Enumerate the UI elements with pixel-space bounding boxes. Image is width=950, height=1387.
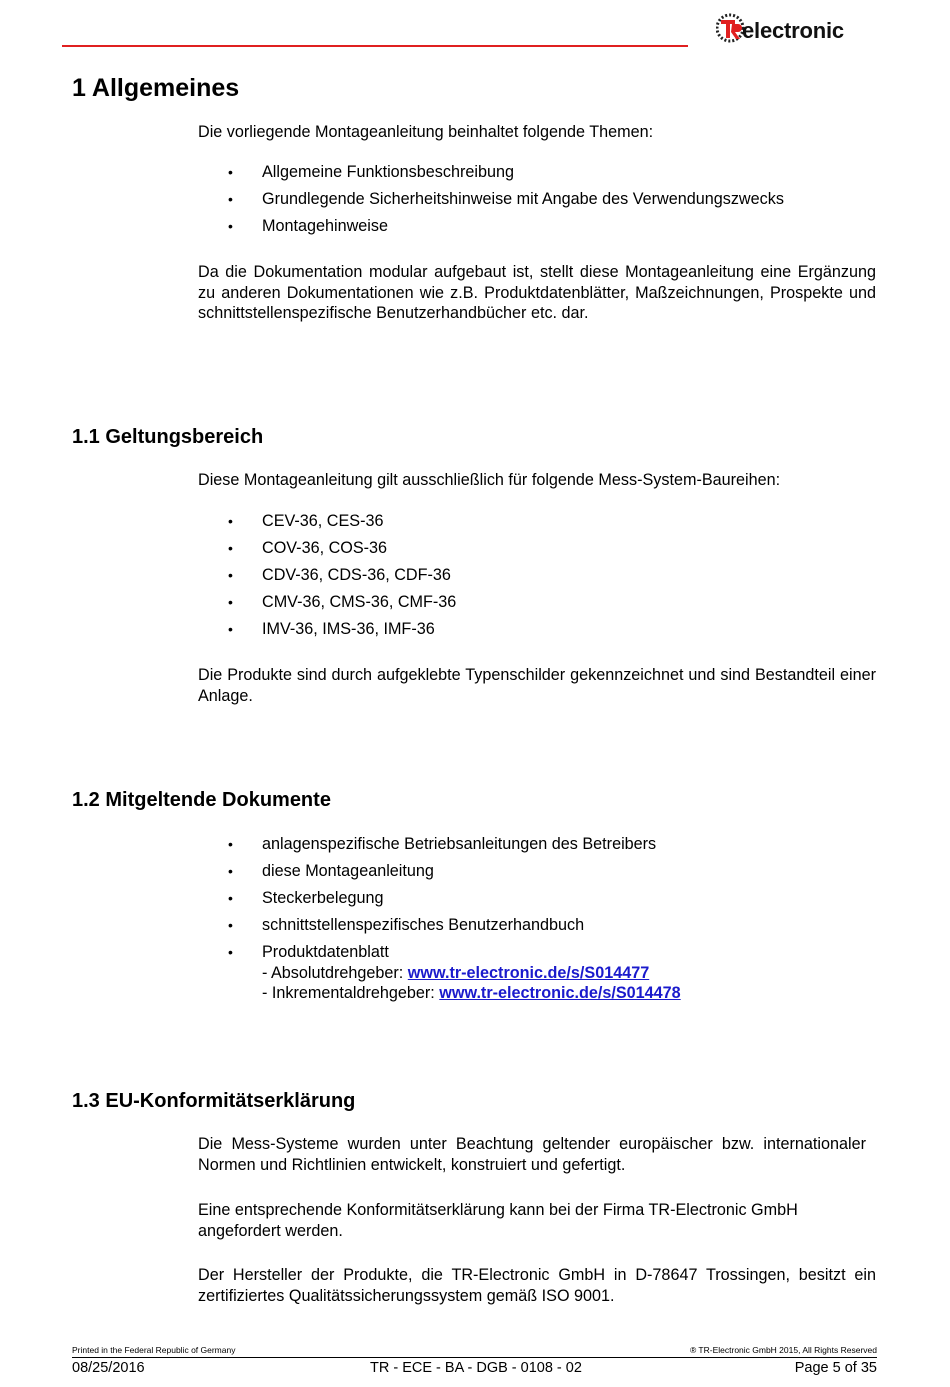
section-title-geltungsbereich: 1.1 Geltungsbereich (72, 426, 264, 448)
section1-1-intro: Diese Montageanleitung gilt ausschließlich für folgende Mess-System-Baureihen: (198, 471, 781, 489)
footer-date: 08/25/2016 (72, 1360, 145, 1376)
related-documents-list (228, 834, 868, 1004)
list-item-datasheet (228, 942, 868, 1004)
absolute-encoder-line (262, 963, 868, 984)
list-item: • CEV-36, CES-36 (228, 511, 868, 538)
footer-document-id: TR - ECE - BA - DGB - 0108 - 02 (370, 1360, 582, 1376)
product-series-list (228, 511, 868, 646)
conformity-paragraph-1: Die Mess-Systeme wurden unter Beachtung geltender europäischer bzw. internationaler Normen und Richtlinien entwickelt, konstruiert und gefertigt. (198, 1135, 866, 1174)
tr-electronic-logo (716, 12, 876, 48)
list-item: • COV-36, COS-36 (228, 538, 868, 565)
logo-wordmark: electronic (742, 18, 844, 43)
list-item: • Montagehinweise (228, 216, 868, 243)
conformity-paragraph-3: Der Hersteller der Produkte, die TR-Electronic GmbH in D-78647 Trossingen, besitzt ein zertifiziertes Qualitätssicherungssystem gemäß ISO 9001. (198, 1266, 876, 1305)
absolute-encoder-link[interactable]: www.tr-electronic.de/s/S014477 (407, 963, 650, 982)
section1-topic-list (228, 162, 868, 243)
section1-intro: Die vorliegende Montageanleitung beinhaltet folgende Themen: (198, 123, 654, 141)
footer-printed-note: Printed in the Federal Republic of Germany (72, 1345, 236, 1355)
list-item: • anlagenspezifische Betriebsanleitungen des Betreibers (228, 834, 868, 861)
footer-copyright: ® TR-Electronic GmbH 2015, All Rights Reserved (689, 1345, 877, 1355)
header-rule (62, 45, 688, 47)
datasheet-label: • Produktdatenblatt (262, 943, 389, 961)
section-title-allgemeines: 1 Allgemeines (72, 74, 240, 102)
absolute-encoder-label: - Absolutdrehgeber: (262, 963, 408, 982)
list-item: • CMV-36, CMS-36, CMF-36 (228, 592, 868, 619)
list-item: • schnittstellenspezifisches Benutzerhandbuch (228, 915, 868, 942)
incremental-encoder-line (262, 983, 868, 1004)
list-item: • IMV-36, IMS-36, IMF-36 (228, 619, 868, 646)
list-item: • CDV-36, CDS-36, CDF-36 (228, 565, 868, 592)
conformity-paragraph-2: Eine entsprechende Konformitätserklärung kann bei der Firma TR-Electronic GmbH angefordert werden. (198, 1201, 798, 1240)
section1-paragraph: Da die Dokumentation modular aufgebaut ist, stellt diese Montageanleitung eine Ergänzung zu anderen Dokumentationen wie z.B. Produktdatenblätter, Maßzeichnungen, Prospekte und schnittstellenspezifische Benutzerhandbücher etc. dar. (198, 263, 876, 322)
section-title-mitgeltende-dokumente: 1.2 Mitgeltende Dokumente (72, 789, 331, 811)
footer-rule (72, 1357, 877, 1358)
list-item: • Grundlegende Sicherheitshinweise mit Angabe des Verwendungszwecks (228, 189, 868, 216)
incremental-encoder-label: - Inkrementaldrehgeber: (262, 984, 440, 1002)
section1-1-paragraph: Die Produkte sind durch aufgeklebte Typenschilder gekennzeichnet und sind Bestandteil einer Anlage. (198, 666, 876, 705)
incremental-encoder-link[interactable]: www.tr-electronic.de/s/S014478 (439, 984, 681, 1002)
list-item: • Allgemeine Funktionsbeschreibung (228, 162, 868, 189)
list-item: • diese Montageanleitung (228, 861, 868, 888)
section-title-eu-konformitaetserklaerung: 1.3 EU-Konformitätserklärung (72, 1090, 356, 1112)
footer-page-number: Page 5 of 35 (794, 1360, 877, 1376)
list-item: • Steckerbelegung (228, 888, 868, 915)
